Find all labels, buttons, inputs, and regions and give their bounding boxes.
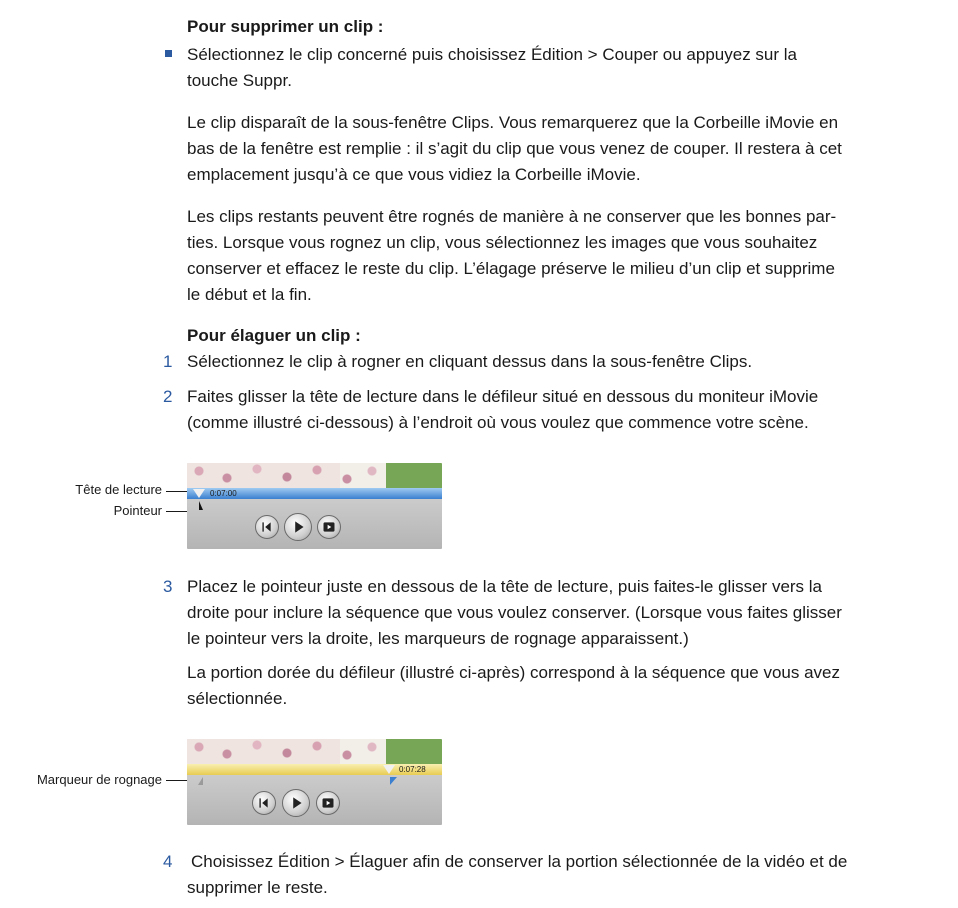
timecode: 0:07:28 [399, 765, 426, 774]
trim-marker-right-icon[interactable] [390, 777, 397, 785]
play-button[interactable] [282, 789, 310, 817]
step-1-text [187, 349, 907, 375]
playhead-icon[interactable] [383, 765, 395, 774]
text-line: conserver et effacez le reste du clip. L’élagage préserve le milieu d’un clip et supprime [187, 259, 835, 278]
paragraph-golden-portion [187, 660, 907, 712]
text-line: Placez le pointeur juste en dessous de la tête de lecture, puis faites-le glisser vers la [187, 577, 823, 596]
step-2-text [187, 384, 907, 436]
label-playhead: Tête de lecture [75, 482, 162, 497]
text-line: La portion dorée du défileur (illustré ci-après) correspond à la séquence que vous avez [187, 663, 840, 682]
text-line: bas de la fenêtre est remplie : il s’agit du clip que vous venez de couper. Il restera à cet [187, 139, 842, 158]
bullet-delete-text [187, 42, 907, 94]
text-line: Sélectionnez le clip concerné puis choisissez Édition > Couper ou appuyez sur la [187, 45, 797, 64]
heading-trim-clip: Pour élaguer un clip : [187, 326, 361, 345]
paragraph-clip-disappears [187, 110, 907, 188]
video-frame [187, 463, 442, 488]
step-number: 3 [163, 577, 173, 596]
bullet-marker [165, 50, 172, 57]
text-line: emplacement jusqu’à ce que vous vidiez la Corbeille iMovie. [187, 165, 641, 184]
text-line: le pointeur vers la droite, les marqueurs de rognage apparaissent.) [187, 629, 689, 648]
step-number: 4 [163, 852, 173, 871]
text-line: Choisissez Édition > Élaguer afin de conserver la portion sélectionnée de la vidéo et de [191, 852, 848, 871]
label-trim-marker: Marqueur de rognage [36, 772, 162, 787]
label-pointer: Pointeur [113, 503, 162, 518]
step-number: 2 [163, 387, 173, 406]
text-line: ties. Lorsque vous rognez un clip, vous sélectionnez les images que vous souhaitez [187, 233, 818, 252]
rewind-button[interactable] [252, 791, 276, 815]
text-line: sélectionnée. [187, 689, 288, 708]
timecode: 0:07:00 [210, 489, 237, 498]
trim-marker-left-icon[interactable] [198, 777, 203, 785]
paragraph-remaining-clips [187, 204, 907, 308]
step-4-text [187, 849, 911, 901]
scrubber-figure-playhead [187, 463, 442, 549]
text-line: Faites glisser la tête de lecture dans le défileur situé en dessous du moniteur iMovie [187, 387, 819, 406]
step-3-text [187, 574, 907, 652]
playhead-icon[interactable] [193, 489, 205, 498]
video-frame [187, 739, 442, 764]
text-line: Le clip disparaît de la sous-fenêtre Clips. Vous remarquerez que la Corbeille iMovie en [187, 113, 839, 132]
rewind-button[interactable] [255, 515, 279, 539]
text-line: le début et la fin. [187, 285, 312, 304]
pointer-cursor-icon [199, 501, 203, 510]
heading-delete-clip: Pour supprimer un clip : [187, 17, 384, 36]
fullscreen-play-button[interactable] [317, 515, 341, 539]
step-number: 1 [163, 352, 173, 371]
text-line: touche Suppr. [187, 71, 292, 90]
text-line: Sélectionnez le clip à rogner en cliquant dessus dans la sous-fenêtre Clips. [187, 352, 753, 371]
play-button[interactable] [284, 513, 312, 541]
text-line: Les clips restants peuvent être rognés de manière à ne conserver que les bonnes par- [187, 207, 837, 226]
text-line: supprimer le reste. [187, 878, 328, 897]
fullscreen-play-button[interactable] [316, 791, 340, 815]
text-line: droite pour inclure la séquence que vous voulez conserver. (Lorsque vous faites glisser [187, 603, 842, 622]
text-line: (comme illustré ci-dessous) à l’endroit où vous voulez que commence votre scène. [187, 413, 809, 432]
scrubber-figure-trim [187, 739, 442, 825]
